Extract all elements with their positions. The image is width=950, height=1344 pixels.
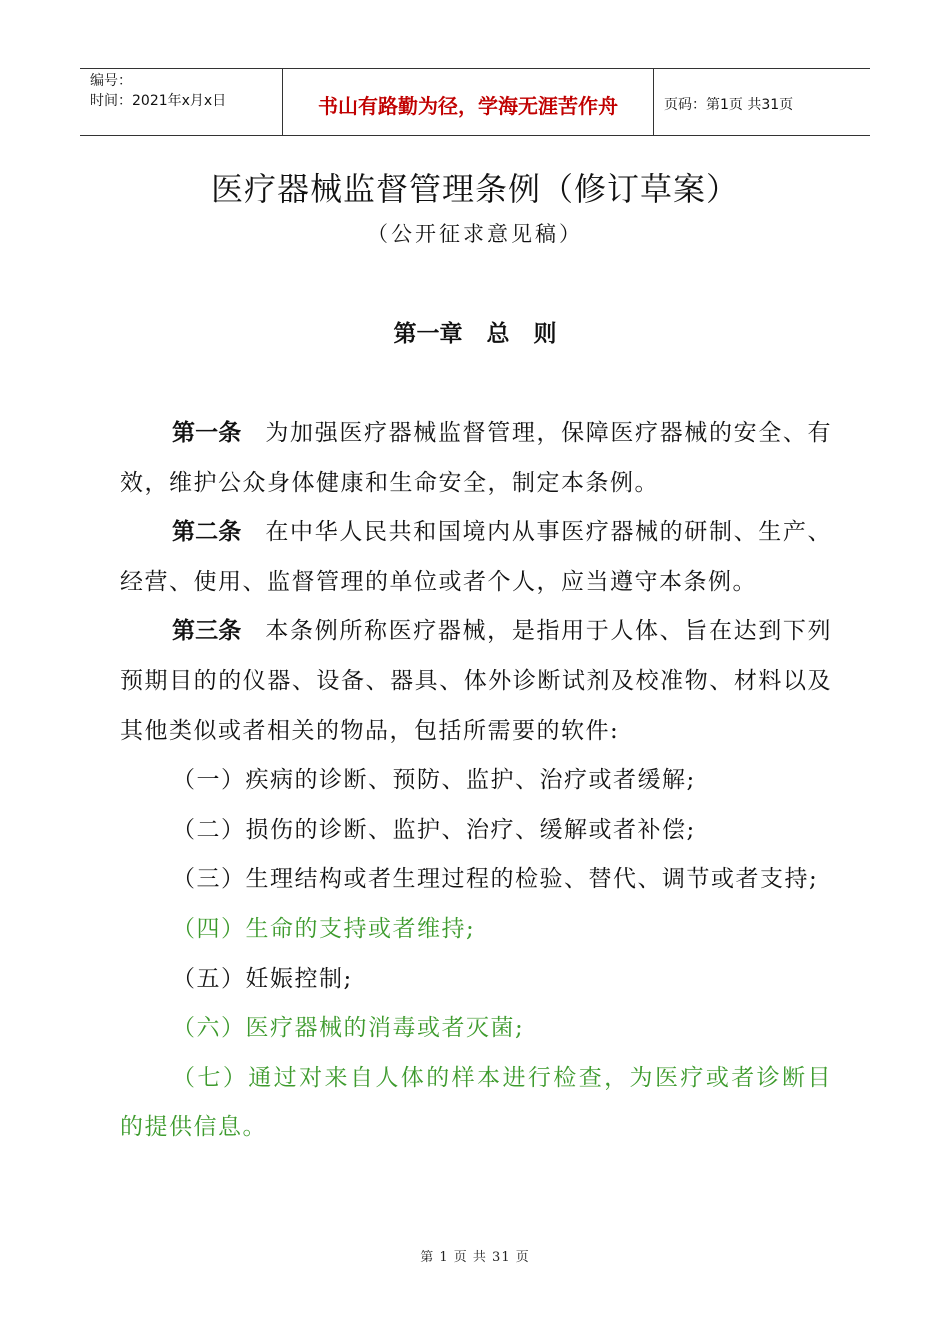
list-item: （六）医疗器械的消毒或者灭菌;	[172, 1015, 525, 1042]
article-1	[120, 409, 832, 508]
article-label: 第二条	[172, 519, 242, 546]
page-header	[80, 68, 870, 136]
article-text: 在中华人民共和国境内从事医疗器械的研制、生产、经营、使用、监督管理的单位或者个人，应当遵守本条例。	[120, 519, 833, 595]
chapter-heading: 第一章 总 则	[393, 321, 557, 347]
list-item: （五）妊娠控制;	[172, 965, 353, 992]
list-item: （二）损伤的诊断、监护、治疗、缓解或者补偿;	[172, 816, 696, 843]
time-label: 时间：2021年x月x日	[90, 93, 227, 109]
code-label: 编号：	[90, 73, 132, 89]
article-2	[120, 508, 832, 607]
document-body	[120, 409, 832, 1153]
document-title: 医疗器械监督管理条例（修订草案）	[210, 170, 739, 208]
document-subtitle: （公开征求意见稿）	[367, 222, 583, 246]
header-page-info: 页码：第1页 共31页	[664, 97, 794, 113]
list-item: （三）生理结构或者生理过程的检验、替代、调节或者支持;	[172, 866, 819, 893]
page-footer: 第 1 页 共 31 页	[420, 1250, 530, 1265]
article-label: 第一条	[172, 420, 242, 446]
list-item: （七）通过对来自人体的样本进行检查，为医疗或者诊断目的提供信息。	[120, 1064, 832, 1141]
header-motto: 书山有路勤为径，学海无涯苦作舟	[282, 69, 654, 135]
article-text: 本条例所称医疗器械，是指用于人体、旨在达到下列预期目的的仪器、设备、器具、体外诊断试剂及校准物、材料以及其他类似或者相关的物品，包括所需要的软件:	[120, 618, 833, 744]
header-meta	[80, 69, 282, 135]
article-label: 第三条	[172, 618, 242, 645]
article-text: 为加强医疗器械监督管理，保障医疗器械的安全、有效，维护公众身体健康和生命安全，制定本条例。	[120, 420, 833, 496]
list-item: （四）生命的支持或者维持;	[172, 915, 476, 942]
list-item: （一）疾病的诊断、预防、监护、治疗或者缓解;	[172, 767, 696, 794]
article-3	[120, 607, 832, 756]
